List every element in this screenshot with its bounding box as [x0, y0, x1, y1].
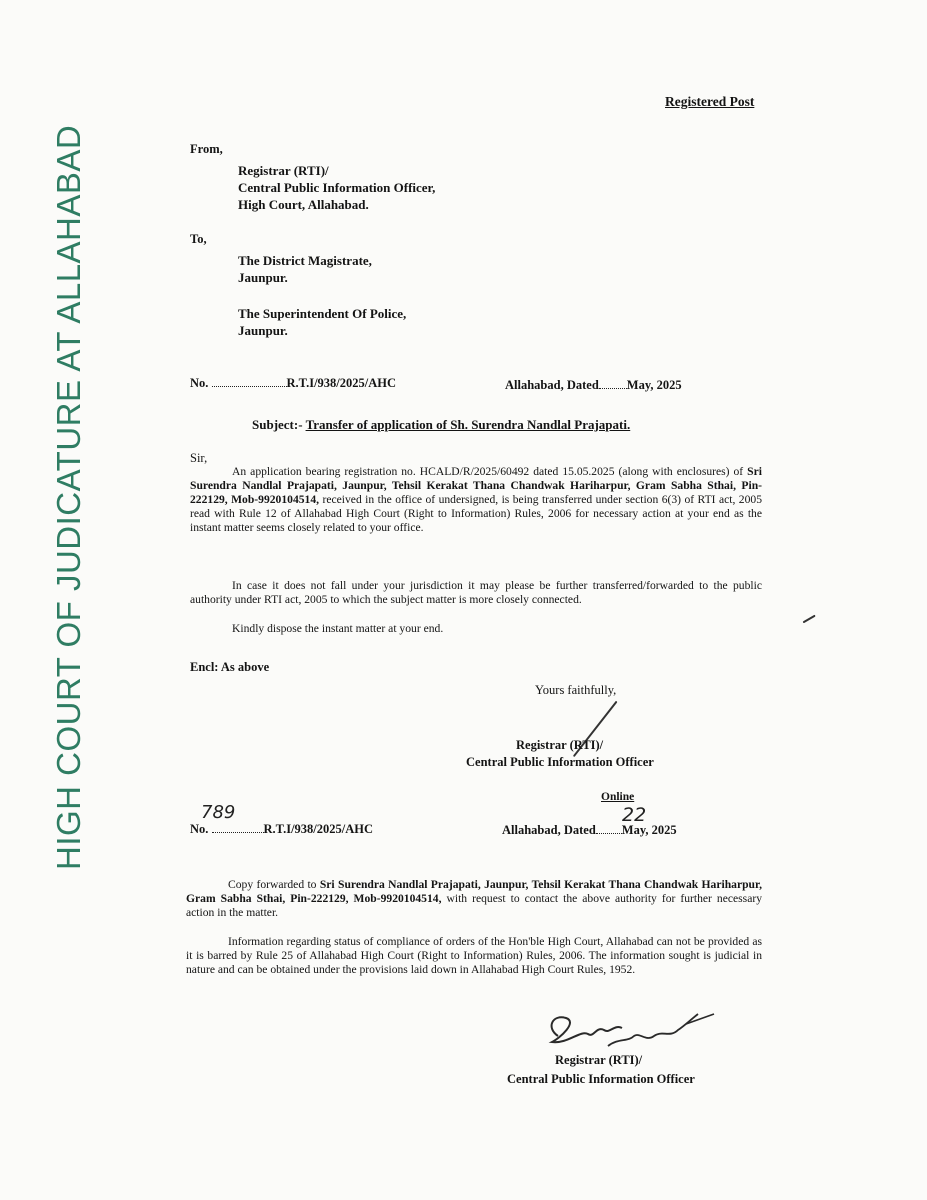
from-line: Registrar (RTI)/ — [238, 163, 329, 178]
body-paragraph-2 — [190, 579, 762, 607]
to-label: To, — [190, 232, 207, 246]
dated-line-2 — [502, 823, 677, 838]
registered-post-label: Registered Post — [665, 94, 755, 109]
closing-title-2: Central Public Information Officer — [466, 755, 654, 769]
closing-title-1: Registrar (RTI)/ — [516, 738, 604, 752]
yours-faithfully: Yours faithfully, — [535, 683, 617, 697]
month-year: May, 2025 — [626, 378, 682, 392]
ref-code: R.T.I/938/2025/AHC — [286, 376, 397, 390]
blank-line — [212, 386, 287, 387]
margin-mark — [803, 615, 816, 623]
reference-number-2 — [190, 822, 373, 837]
blank-line — [596, 833, 622, 834]
body-text: In case it does not fall under your jurisdiction it may please be further transferred/forwarded to the public authority under RTI act, 2005 to which the subject matter is more closely connected. — [190, 579, 762, 606]
enclosure-note: Encl: As above — [190, 660, 270, 674]
reference-number — [190, 376, 396, 391]
recipient-line: The Superintendent Of Police, — [238, 306, 407, 321]
month-year: May, 2025 — [621, 823, 677, 837]
salutation: Sir, — [190, 451, 208, 465]
body-paragraph-1 — [190, 465, 762, 535]
blank-line — [599, 388, 627, 389]
body-text: received in the office of undersigned, is being transferred under section 6(3) of RTI act, 2005 read with Rule 12 of Allahabad High Court (Right to Information) Rules, 2006 for necessary action at your end as the instant matter seems closely related to your office. — [190, 493, 762, 534]
from-line: High Court, Allahabad. — [238, 197, 369, 212]
applicant-details: Sri Surendra Nandlal Prajapati, Jaunpur, Tehsil Kerakat Thana Chandwak Hariharpur, Gram Sabha Sthai, Pin-222129, Mob-9920104514, — [190, 465, 762, 506]
copy-paragraph-1 — [186, 878, 762, 920]
final-title-2: Central Public Information Officer — [507, 1072, 695, 1086]
to-recipient-dm — [238, 252, 372, 286]
body-paragraph-3 — [190, 622, 762, 636]
subject-line — [252, 417, 630, 433]
from-label: From, — [190, 142, 223, 156]
from-address — [238, 162, 435, 213]
recipient-line: The District Magistrate, — [238, 253, 372, 268]
body-text: Copy forwarded to — [228, 878, 320, 891]
ref-code: R.T.I/938/2025/AHC — [263, 822, 374, 836]
handwritten-number: 789 — [201, 802, 236, 823]
no-label: No. — [190, 822, 209, 836]
subject-text: Transfer of application of Sh. Surendra Nandlal Prajapati. — [305, 417, 631, 432]
place-date: Allahabad, Dated — [505, 378, 599, 392]
watermark-text: HIGH COURT OF JUDICATURE AT ALLAHABAD — [50, 124, 87, 870]
body-text: with request to contact the above authority for further necessary action in the matter. — [186, 892, 762, 919]
subject-label: Subject:- — [252, 417, 303, 432]
from-line: Central Public Information Officer, — [238, 180, 436, 195]
recipient-line: Jaunpur. — [238, 323, 288, 338]
online-label: Online — [601, 791, 635, 803]
handwritten-day: 22 — [622, 804, 647, 826]
body-text: Information regarding status of compliance of orders of the Hon'ble High Court, Allahabad can not be provided as it is barred by Rule 25 of Allahabad High Court (Right to Information) Rules, 2006. The information sought is judicial in nature and can be obtained under the provisions laid down in Allahabad High Court Rules, 1952. — [186, 935, 762, 976]
copy-paragraph-2 — [186, 935, 762, 977]
body-text: Kindly dispose the instant matter at your end. — [232, 622, 444, 635]
body-text: An application bearing registration no. HCALD/R/2025/60492 dated 15.05.2025 (along with enclosures) of — [232, 465, 748, 478]
place-date: Allahabad, Dated — [502, 823, 596, 837]
no-label: No. — [190, 376, 209, 390]
recipient-line: Jaunpur. — [238, 270, 288, 285]
to-recipient-sp — [238, 305, 406, 339]
applicant-details: Sri Surendra Nandlal Prajapati, Jaunpur, Tehsil Kerakat Thana Chandwak Hariharpur, Gram Sabha Sthai, Pin-222129, Mob-9920104514, — [186, 878, 762, 905]
final-title-1: Registrar (RTI)/ — [555, 1053, 643, 1067]
blank-line — [212, 832, 264, 833]
dated-line — [505, 378, 682, 393]
